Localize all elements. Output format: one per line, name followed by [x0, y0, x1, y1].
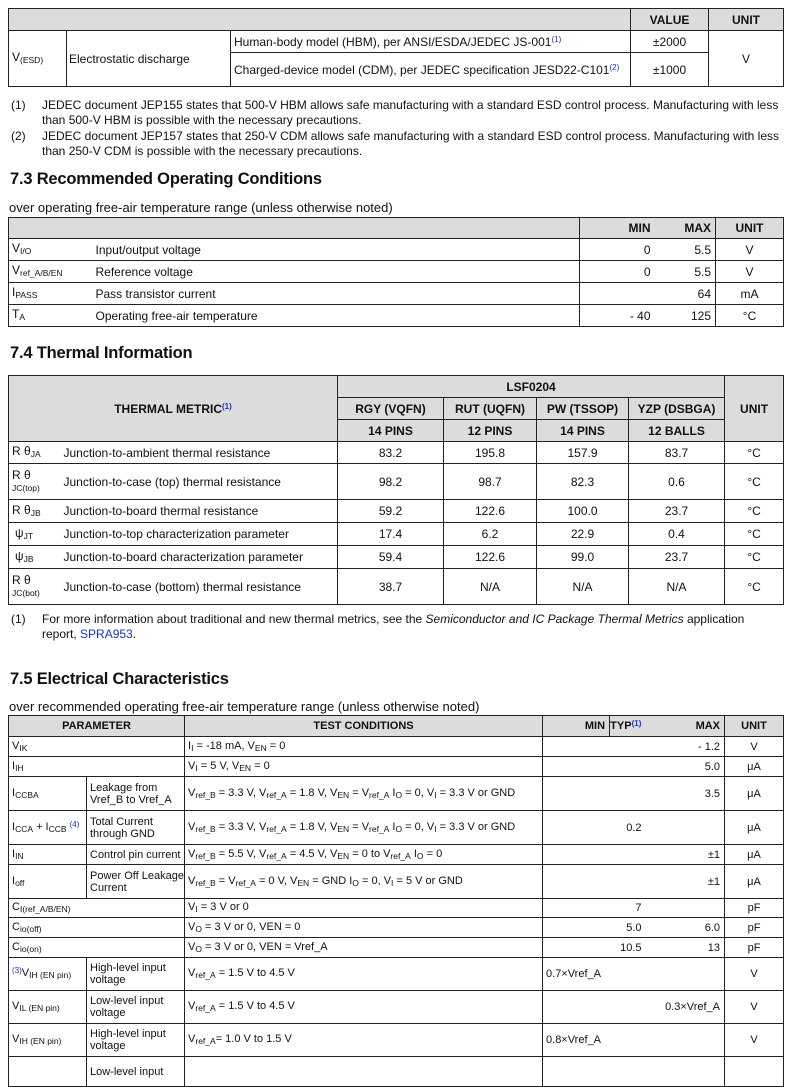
ec-description: High-level input voltage — [87, 1024, 185, 1057]
ec-row — [9, 938, 784, 958]
package-header: YZP (DSBGA) — [629, 398, 725, 420]
ec-condition: $V_{ref\_B} = 3.3$ V, $V_{ref\_A} = 1.8$ V, $V_{EN} = V_{ref\_A}$ $I_O = 0$, $V_I = 3.3$ V or GND — [185, 777, 543, 811]
ec-row — [9, 777, 784, 811]
section-heading-roc: 7.3 Recommended Operating Conditions — [10, 170, 322, 188]
ec-max — [642, 899, 725, 918]
ec-min — [543, 845, 610, 865]
ec-symbol: $I_{IH}$ — [9, 757, 185, 777]
section-heading-thermal: 7.4 Thermal Information — [10, 344, 193, 362]
ec-description: Leakage from Vref_B to Vref_A — [87, 777, 185, 811]
esd-symbol: $V_{(ESD)}$ — [9, 31, 67, 87]
esd-header-unit: UNIT — [709, 9, 784, 31]
ec-condition: $V_O = 3$ V or 0, VEN = 0 — [185, 918, 543, 938]
ec-symbol: $C_{io(off)}$ — [9, 918, 185, 938]
ec-typ — [610, 991, 642, 1024]
ec-condition: $I_I = -18$ mA, $V_{EN} = 0$ — [185, 737, 543, 757]
ec-row — [9, 811, 784, 845]
ec-symbol: $C_{I(ref\_A/B/EN)}$ — [9, 899, 185, 918]
roc-row: $V_{ref\_A/B/EN}$ Reference voltage 0 5.5 V — [9, 261, 784, 283]
ec-typ: 10.5 — [610, 938, 642, 958]
thermal-row: R θ JC(top) Junction-to-case (top) thermal resistance 98.2 98.7 82.3 0.6 °C — [9, 464, 784, 500]
ec-symbol: $V_{IH (EN pin)}$ — [9, 1024, 87, 1057]
ec-condition: $V_{ref\_B} = 3.3$ V, $V_{ref\_A} = 1.8$ V, $V_{EN} = V_{ref\_A}$ $I_O = 0$, $V_I = 3.3$ V or GND — [185, 811, 543, 845]
pins-header: 14 PINS — [537, 420, 629, 442]
ec-condition: $V_{ref\_A}= 1.0$ V to 1.5 V — [185, 1024, 543, 1057]
ec-unit: μA — [725, 777, 784, 811]
ec-description: High-level input voltage — [87, 958, 185, 991]
ec-unit: pF — [725, 918, 784, 938]
thermal-row: R $\theta_{JA}$ Junction-to-ambient thermal resistance 83.2 195.8 157.9 83.7 °C — [9, 442, 784, 464]
pins-header: 12 BALLS — [629, 420, 725, 442]
ec-max: 13 — [642, 938, 725, 958]
esd-table — [8, 8, 784, 87]
ec-typ — [610, 777, 642, 811]
ec-max: 0.3×Vref_A — [642, 991, 725, 1024]
package-header: RGY (VQFN) — [338, 398, 444, 420]
esd-footnote-2: (2) JEDEC document JEP157 states that 250-V CDM allows safe manufacturing with a standard ESD control process. Manufacturing with less than 250-V CDM is possible with the necessary precautions. — [11, 129, 780, 158]
ec-max: 6.0 — [642, 918, 725, 938]
roc-row: $I_{PASS}$ Pass transistor current 64 mA — [9, 283, 784, 305]
esd-header-blank — [9, 9, 631, 31]
esd-header-value: VALUE — [631, 9, 709, 31]
ec-typ: 7 — [610, 899, 642, 918]
ec-condition: $V_I = 3$ V or 0 — [185, 899, 543, 918]
ec-unit: V — [725, 991, 784, 1024]
ec-unit: μA — [725, 865, 784, 899]
ec-min — [543, 757, 610, 777]
ec-typ: 0.2 — [610, 811, 642, 845]
roc-header-max: MAX — [659, 218, 716, 239]
esd-condition-hbm: Human-body model (HBM), per ANSI/ESDA/JEDEC JS-001$^{(1)}$ — [231, 31, 631, 53]
thermal-metric-header: THERMAL METRIC$^{(1)}$ — [9, 376, 338, 442]
thermal-row: R $\theta_{JB}$ Junction-to-board thermal resistance 59.2 122.6 100.0 23.7 °C — [9, 500, 784, 523]
ec-symbol: $^{(3)}V_{IH (EN pin)}$ — [9, 958, 87, 991]
esd-value-cdm: ±1000 — [631, 53, 709, 87]
ec-typ — [610, 865, 642, 899]
ec-unit: pF — [725, 938, 784, 958]
pins-header: 12 PINS — [444, 420, 537, 442]
ec-unit: μA — [725, 757, 784, 777]
roc-subtitle: over operating free-air temperature range (unless otherwise noted) — [9, 200, 393, 215]
ec-typ — [610, 958, 642, 991]
esd-unit: V — [709, 31, 784, 87]
ec-min: 0.7×Vref_A — [543, 958, 610, 991]
roc-header-min: MIN — [580, 218, 659, 239]
ec-min — [543, 811, 610, 845]
ec-description: Power Off Leakage Current — [87, 865, 185, 899]
ec-condition: $V_{ref\_A} = 1.5$ V to 4.5 V — [185, 958, 543, 991]
footnote-ref-1[interactable]: (1) — [631, 719, 642, 728]
device-header: LSF0204 — [338, 376, 725, 398]
ec-row — [9, 991, 784, 1024]
ec-condition: $V_{ref\_B} = 5.5$ V, $V_{ref\_A} = 4.5$ V, $V_{EN} = 0$ to $V_{ref\_A}$ $I_O = 0$ — [185, 845, 543, 865]
ec-condition: $V_O = 3$ V or 0, VEN = Vref_A — [185, 938, 543, 958]
ec-condition: $V_I = 5$ V, $V_{EN} = 0$ — [185, 757, 543, 777]
section-heading-ec: 7.5 Electrical Characteristics — [10, 670, 229, 688]
ec-typ — [610, 845, 642, 865]
ec-row — [9, 958, 784, 991]
package-header: PW (TSSOP) — [537, 398, 629, 420]
ec-row — [9, 845, 784, 865]
ec-max: ±1 — [642, 865, 725, 899]
esd-footnote-1: (1) JEDEC document JEP155 states that 500-V HBM allows safe manufacturing with a standard ESD control process. Manufacturing with less than 500-V HBM is possible with the necessary precautions. — [11, 98, 779, 127]
ec-symbol: $I_{IN}$ — [9, 845, 87, 865]
ec-table — [8, 715, 784, 1087]
esd-condition-cdm: Charged-device model (CDM), per JEDEC specification JESD22-C101$^{(2)}$ — [231, 53, 631, 87]
ec-max — [642, 1024, 725, 1057]
thermal-footnote-1: (1) For more information about traditional and new thermal metrics, see the Semiconductor and IC Package Thermal Metrics application report, SPRA953. — [11, 612, 745, 641]
footnote-ref[interactable]: (3) — [12, 966, 22, 975]
roc-row: $T_A$ Operating free-air temperature - 40 125 °C — [9, 305, 784, 327]
ec-typ — [610, 737, 642, 757]
ec-unit: μA — [725, 811, 784, 845]
ec-max: - 1.2 — [642, 737, 725, 757]
ec-min — [543, 991, 610, 1024]
ec-header-unit: UNIT — [725, 716, 784, 737]
ec-min — [543, 777, 610, 811]
ec-header-parameter: PARAMETER — [9, 716, 185, 737]
ec-min — [543, 737, 610, 757]
ec-subtitle: over recommended operating free-air temperature range (unless otherwise noted) — [9, 699, 480, 714]
ec-header-conditions: TEST CONDITIONS — [185, 716, 543, 737]
ec-symbol: $I_{off}$ — [9, 865, 87, 899]
ec-description: Control pin current — [87, 845, 185, 865]
roc-header-unit: UNIT — [716, 218, 784, 239]
ec-min — [543, 918, 610, 938]
ec-min — [543, 1057, 610, 1087]
ec-typ — [610, 757, 642, 777]
ec-row — [9, 899, 784, 918]
ec-min — [543, 899, 610, 918]
ec-typ — [610, 1024, 642, 1057]
ec-row — [9, 865, 784, 899]
ec-max: ±1 — [642, 845, 725, 865]
ec-max — [642, 1057, 725, 1087]
ec-unit — [725, 1057, 784, 1087]
ec-typ: 5.0 — [610, 918, 642, 938]
spra953-link[interactable]: SPRA953 — [80, 626, 133, 641]
ec-header-min: MIN — [543, 716, 610, 737]
ec-unit: V — [725, 737, 784, 757]
roc-header-blank — [9, 218, 580, 239]
footnote-ref[interactable]: (4) — [69, 819, 80, 829]
pins-header: 14 PINS — [338, 420, 444, 442]
ec-condition: $V_{ref\_A} = 1.5$ V to 4.5 V — [185, 991, 543, 1024]
ec-unit: μA — [725, 845, 784, 865]
ec-symbol: $I_{CCBA}$ — [9, 777, 87, 811]
ec-max — [642, 958, 725, 991]
roc-table — [8, 217, 784, 327]
ec-condition: $V_{ref\_B} = V_{ref\_A} = 0$ V, $V_{EN}$ = GND $I_O = 0$, $V_I = 5$ V or GND — [185, 865, 543, 899]
ec-description: Low-level input voltage — [87, 991, 185, 1024]
ec-max: 3.5 — [642, 777, 725, 811]
ec-row — [9, 757, 784, 777]
ec-row — [9, 1057, 784, 1087]
ec-condition — [185, 1057, 543, 1087]
footnote-ref-1[interactable]: (1) — [551, 34, 562, 44]
ec-max — [642, 811, 725, 845]
ec-symbol: $V_{IK}$ — [9, 737, 185, 757]
ec-min: 0.8×Vref_A — [543, 1024, 610, 1057]
ec-symbol: $I_{CCA} + I_{CCB}$ $^{(4)}$ — [9, 811, 87, 845]
thermal-row: $\psi_{JT}$ Junction-to-top characterization parameter 17.4 6.2 22.9 0.4 °C — [9, 523, 784, 546]
ec-min — [543, 865, 610, 899]
footnote-ref-2[interactable]: (2) — [609, 62, 620, 72]
esd-parameter: Electrostatic discharge — [67, 31, 231, 87]
thermal-row: R θ JC(bot) Junction-to-case (bottom) thermal resistance 38.7 N/A N/A N/A °C — [9, 569, 784, 605]
ec-unit: V — [725, 958, 784, 991]
thermal-unit-header: UNIT — [725, 376, 784, 442]
thermal-info-table — [8, 375, 784, 605]
ec-header-max: MAX — [642, 716, 725, 737]
ec-min — [543, 938, 610, 958]
ec-symbol: $V_{IL (EN pin)}$ — [9, 991, 87, 1024]
ec-row — [9, 918, 784, 938]
ec-unit: V — [725, 1024, 784, 1057]
ec-description: Low-level input — [87, 1057, 185, 1087]
ec-row — [9, 1024, 784, 1057]
ec-symbol: $C_{io(on)}$ — [9, 938, 185, 958]
ec-row — [9, 737, 784, 757]
ec-symbol — [9, 1057, 87, 1087]
esd-value-hbm: ±2000 — [631, 31, 709, 53]
roc-row: $V_{I/O}$ Input/output voltage 0 5.5 V — [9, 239, 784, 261]
ec-typ — [610, 1057, 642, 1087]
ec-header-typ: TYP$^{(1)}$ — [610, 716, 642, 737]
thermal-row: $\psi_{JB}$ Junction-to-board characterization parameter 59.4 122.6 99.0 23.7 °C — [9, 546, 784, 569]
footnote-ref-1[interactable]: (1) — [222, 401, 232, 411]
ec-max: 5.0 — [642, 757, 725, 777]
ec-description: Total Current through GND — [87, 811, 185, 845]
ec-unit: pF — [725, 899, 784, 918]
package-header: RUT (UQFN) — [444, 398, 537, 420]
